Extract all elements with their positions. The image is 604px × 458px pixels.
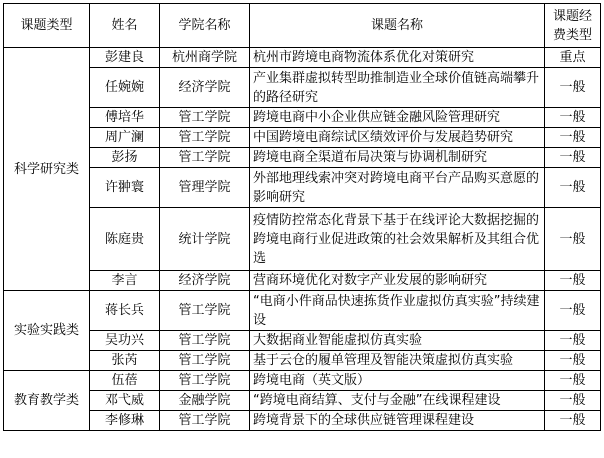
name-cell: 许翀寰 — [90, 168, 160, 208]
category-cell: 实验实践类 — [4, 291, 90, 371]
name-cell: 傅培华 — [90, 108, 160, 128]
category-cell: 科学研究类 — [4, 48, 90, 291]
project-cell: 跨境背景下的全球供应链管理课程建设 — [250, 411, 545, 431]
header-name: 姓名 — [90, 4, 160, 48]
college-cell: 杭州商学院 — [160, 48, 250, 68]
project-cell: 跨境电商（英文版） — [250, 371, 545, 391]
table-row — [4, 68, 601, 108]
table-row — [4, 208, 601, 271]
name-cell: 陈庭贵 — [90, 208, 160, 271]
project-cell: 大数据商业智能虚拟仿真实验 — [250, 331, 545, 351]
college-cell: 管工学院 — [160, 108, 250, 128]
name-cell: 周广澜 — [90, 128, 160, 148]
header-funding: 课题经费类型 — [545, 4, 601, 48]
table-row — [4, 128, 601, 148]
name-cell: 张芮 — [90, 351, 160, 371]
college-cell: 管工学院 — [160, 148, 250, 168]
funding-cell: 一般 — [545, 168, 601, 208]
project-cell: 疫情防控常态化背景下基于在线评论大数据挖掘的跨境电商行业促进政策的社会效果解析及其组合优选 — [250, 208, 545, 271]
funding-cell: 一般 — [545, 331, 601, 351]
name-cell: 李言 — [90, 271, 160, 291]
funding-cell: 一般 — [545, 108, 601, 128]
funding-cell: 重点 — [545, 48, 601, 68]
funding-cell: 一般 — [545, 271, 601, 291]
project-table — [3, 3, 601, 431]
funding-cell: 一般 — [545, 128, 601, 148]
category-cell: 教育教学类 — [4, 371, 90, 431]
college-cell: 管工学院 — [160, 291, 250, 331]
name-cell: 彭建良 — [90, 48, 160, 68]
header-project: 课题名称 — [250, 4, 545, 48]
funding-cell: 一般 — [545, 411, 601, 431]
name-cell: 任婉婉 — [90, 68, 160, 108]
project-cell: “跨境电商结算、支付与金融”在线课程建设 — [250, 391, 545, 411]
name-cell: 邓弋威 — [90, 391, 160, 411]
project-cell: 基于云仓的履单管理及智能决策虚拟仿真实验 — [250, 351, 545, 371]
header-category: 课题类型 — [4, 4, 90, 48]
funding-cell: 一般 — [545, 371, 601, 391]
funding-cell: 一般 — [545, 148, 601, 168]
college-cell: 统计学院 — [160, 208, 250, 271]
name-cell: 吴功兴 — [90, 331, 160, 351]
project-cell: 中国跨境电商综试区绩效评价与发展趋势研究 — [250, 128, 545, 148]
funding-cell: 一般 — [545, 208, 601, 271]
project-cell: 营商环境优化对数字产业发展的影响研究 — [250, 271, 545, 291]
college-cell: 经济学院 — [160, 68, 250, 108]
table-row — [4, 391, 601, 411]
name-cell: 彭扬 — [90, 148, 160, 168]
project-cell: 外部地理线索冲突对跨境电商平台产品购买意愿的影响研究 — [250, 168, 545, 208]
table-row — [4, 371, 601, 391]
funding-cell: 一般 — [545, 351, 601, 371]
funding-cell: 一般 — [545, 291, 601, 331]
college-cell: 管工学院 — [160, 411, 250, 431]
college-cell: 金融学院 — [160, 391, 250, 411]
table-row — [4, 331, 601, 351]
table-row — [4, 108, 601, 128]
name-cell: 蒋长兵 — [90, 291, 160, 331]
name-cell: 李修琳 — [90, 411, 160, 431]
project-cell: 产业集群虚拟转型助推制造业全球价值链高端攀升的路径研究 — [250, 68, 545, 108]
project-cell: 跨境电商中小企业供应链金融风险管理研究 — [250, 108, 545, 128]
funding-cell: 一般 — [545, 68, 601, 108]
table-row — [4, 271, 601, 291]
project-cell: 杭州市跨境电商物流体系优化对策研究 — [250, 48, 545, 68]
college-cell: 管工学院 — [160, 351, 250, 371]
project-cell: “电商小件商品快速拣货作业虚拟仿真实验”持续建设 — [250, 291, 545, 331]
college-cell: 管工学院 — [160, 128, 250, 148]
name-cell: 伍蓓 — [90, 371, 160, 391]
funding-cell: 一般 — [545, 391, 601, 411]
header-college: 学院名称 — [160, 4, 250, 48]
table-row — [4, 148, 601, 168]
college-cell: 经济学院 — [160, 271, 250, 291]
table-row — [4, 411, 601, 431]
college-cell: 管理学院 — [160, 168, 250, 208]
table-row — [4, 168, 601, 208]
header-row — [4, 4, 601, 48]
college-cell: 管工学院 — [160, 371, 250, 391]
table-row — [4, 351, 601, 371]
table-row — [4, 48, 601, 68]
college-cell: 管工学院 — [160, 331, 250, 351]
table-row — [4, 291, 601, 331]
project-cell: 跨境电商全渠道布局决策与协调机制研究 — [250, 148, 545, 168]
